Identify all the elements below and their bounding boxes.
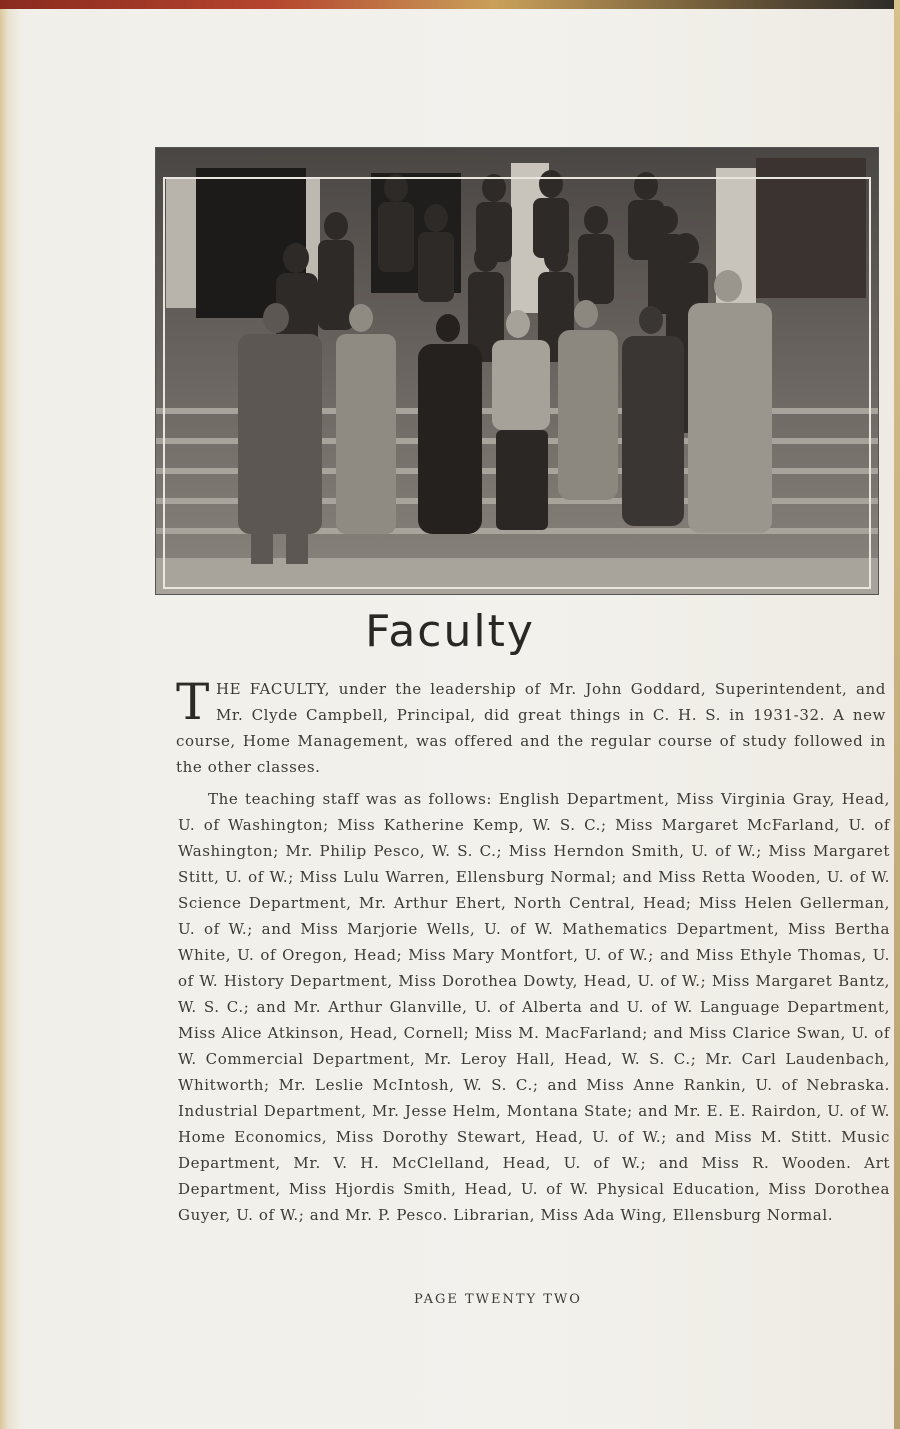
page-title: Faculty xyxy=(365,606,535,657)
faculty-photo-illustration xyxy=(156,148,878,594)
intro-text: HE FACULTY, under the leadership of Mr. John Goddard, Superintendent, and Mr. Clyde Campbell, Principal, did great things in C. H. S. in 1931-32. A new course, Home Management, was offered and the regular course of study followed in the other classes. xyxy=(176,680,886,776)
book-cover-edge xyxy=(0,0,900,9)
intro-paragraph xyxy=(176,673,886,780)
page-number: PAGE TWENTY TWO xyxy=(414,1292,582,1307)
faculty-group-photo xyxy=(156,148,878,594)
page-edge xyxy=(894,0,900,1429)
staff-paragraph: The teaching staff was as follows: English Department, Miss Virginia Gray, Head, U. of Washington; Miss Katherine Kemp, W. S. C.; Miss Margaret McFarland, U. of Washington; Mr. Philip Pesco, W. S. C.; Miss Herndon Smith, U. of W.; Miss Margaret Stitt, U. of W.; Miss Lulu Warren, Ellensburg Normal; and Miss Retta Wooden, U. of W. Science Department, Mr. Arthur Ehert, North Central, Head; Miss Helen Gellerman, U. of W.; and Miss Marjorie Wells, U. of W. Mathematics Department, Miss Bertha White, U. of Oregon, Head; Miss Mary Montfort, U. of W.; and Miss Ethyle Thomas, U. of W. History Department, Miss Dorothea Dowty, Head, U. of W.; Miss Margaret Bantz, W. S. C.; and Mr. Arthur Glanville, U. of Alberta and U. of W. Language Department, Miss Alice Atkinson, Head, Cornell; Miss M. MacFarland; and Miss Clarice Swan, U. of W. Commercial Department, Mr. Leroy Hall, Head, W. S. C.; Mr. Carl Laudenbach, Whitworth; Mr. Leslie McIntosh, W. S. C.; and Miss Anne Rankin, U. of Nebraska. Industrial Department, Mr. Jesse Helm, Montana State; and Mr. E. E. Rairdon, U. of W. Home Economics, Miss Dorothy Stewart, Head, U. of W.; and Miss M. Stitt. Music Department, Mr. V. H. McClelland, Head, U. of W.; and Miss R. Wooden. Art Department, Miss Hjordis Smith, Head, U. of W. Physical Education, Miss Dorothea Guyer, U. of W.; and Mr. P. Pesco. Librarian, Miss Ada Wing, Ellensburg Normal. xyxy=(178,790,890,1224)
drop-cap: T xyxy=(176,673,210,731)
